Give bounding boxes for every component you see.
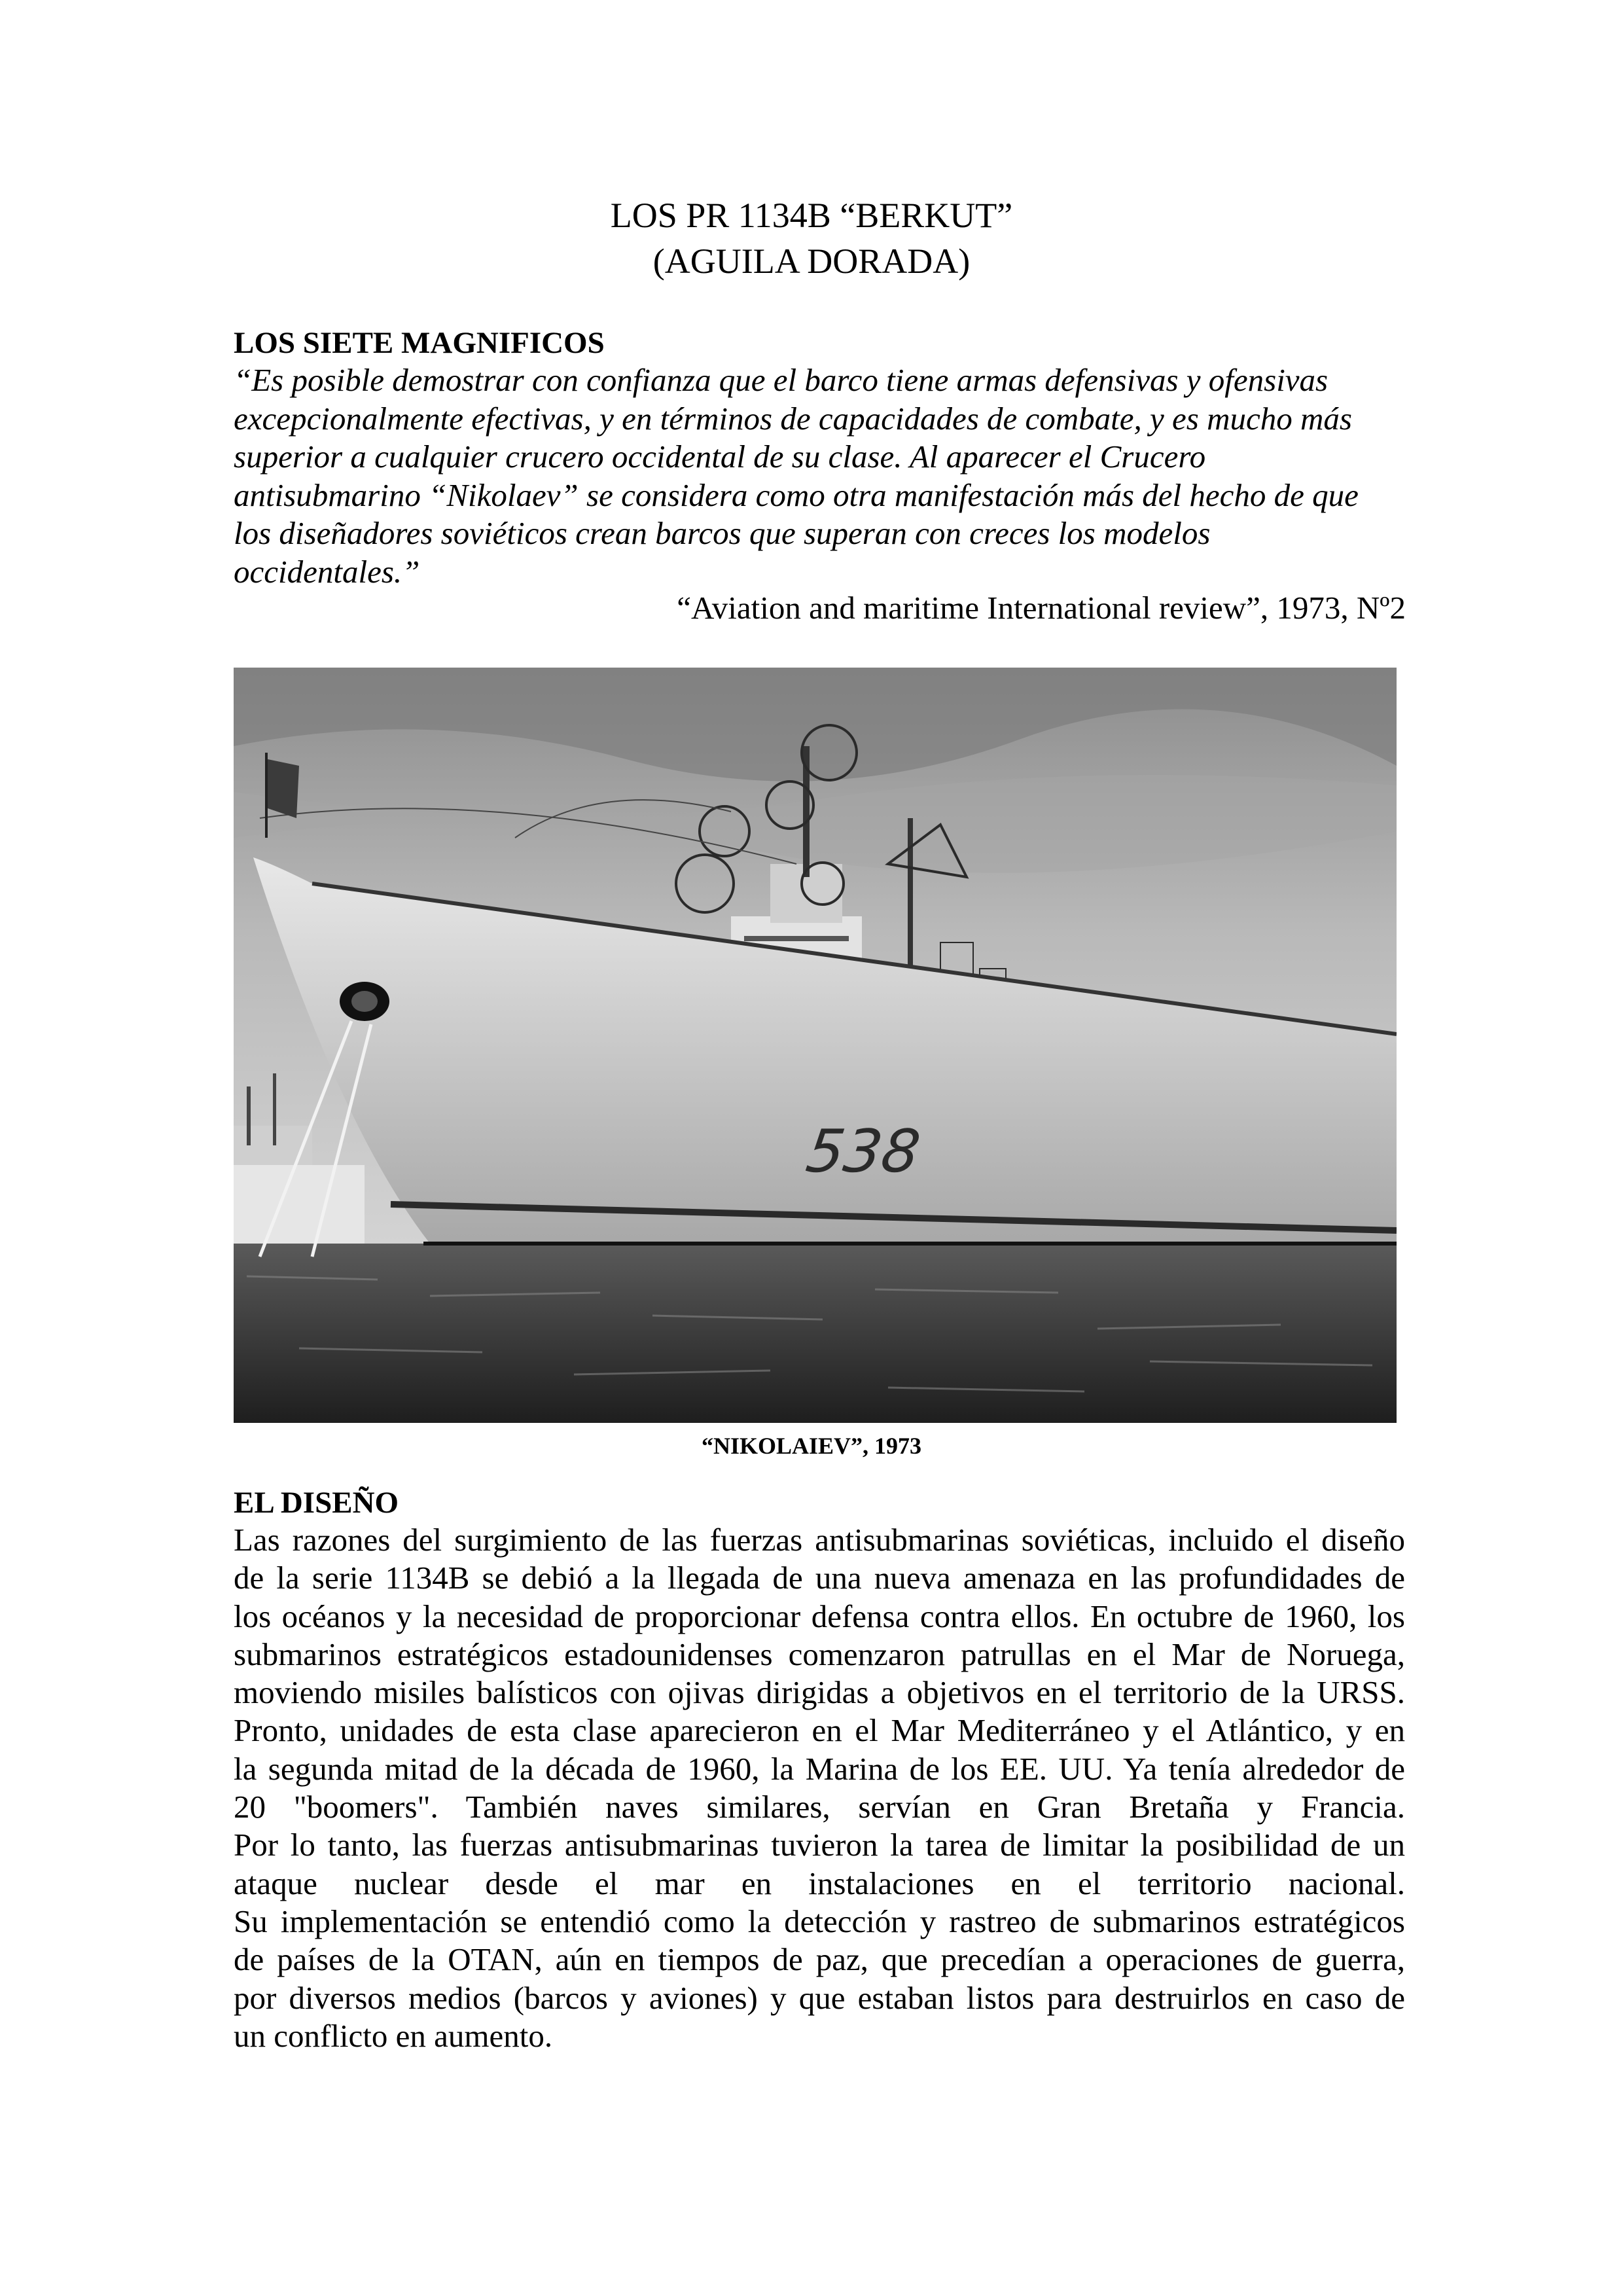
quote-line: “Es posible demostrar con confianza que el barco tiene armas defensivas y ofensivas	[234, 362, 1329, 398]
quote-line: occidentales.”	[234, 553, 420, 590]
paragraph-line: por diversos medios (barcos y aviones) y que estaban listos para destruirlos en caso de	[234, 1979, 1405, 2016]
paragraph-line: Por lo tanto, las fuerzas antisubmarinas tuvieron la tarea de limitar la posibilidad de un	[234, 1827, 1405, 1863]
ship-photograph	[234, 668, 1397, 1423]
paragraph-line: 20 "boomers". También naves similares, servían en Gran Bretaña y Francia.	[234, 1789, 1405, 1825]
hull-number: 538	[802, 1117, 925, 1186]
paragraph-line: Pronto, unidades de esta clase aparecieron en el Mar Mediterráneo y el Atlántico, y en	[234, 1712, 1405, 1749]
section-heading-siete-magnificos: LOS SIETE MAGNIFICOS	[234, 326, 605, 360]
paragraph-line: de la serie 1134B se debió a la llegada de una nueva amenaza en las profundidades de	[234, 1560, 1405, 1596]
paragraph-line: moviendo misiles balísticos con ojivas dirigidas a objetivos en el territorio de la URSS.	[234, 1674, 1405, 1711]
photo-caption: “NIKOLAIEV”, 1973	[701, 1433, 922, 1459]
ship-photo-illustration	[234, 668, 1397, 1423]
epigraph-quote	[234, 361, 1405, 591]
paragraph-line: submarinos estratégicos estadounidenses comenzaron patrullas en el Mar de Noruega,	[234, 1636, 1405, 1672]
paragraph-line: los océanos y la necesidad de proporcionar defensa contra ellos. En octubre de 1960, los	[234, 1598, 1405, 1634]
document-title-line-2: (AGUILA DORADA)	[652, 242, 971, 281]
paragraph-line: Su implementación se entendió como la detección y rastreo de submarinos estratégicos	[234, 1903, 1405, 1939]
quote-line: antisubmarino “Nikolaev” se considera como otra manifestación más del hecho de que	[234, 476, 1359, 513]
quote-line: excepcionalmente efectivas, y en términos de capacidades de combate, y es mucho más	[234, 400, 1352, 437]
quote-line: los diseñadores soviéticos crean barcos que superan con creces los modelos	[234, 515, 1211, 551]
paragraph-line: ataque nuclear desde el mar en instalaciones en el territorio nacional.	[234, 1865, 1405, 1901]
section-heading-el-diseno: EL DISEÑO	[234, 1486, 399, 1520]
paragraph-line: Las razones del surgimiento de las fuerzas antisubmarinas soviéticas, incluido el diseño	[234, 1522, 1405, 1558]
quote-line: superior a cualquier crucero occidental de su clase. Al aparecer el Crucero	[234, 439, 1206, 475]
document-title-line-1: LOS PR 1134B “BERKUT”	[610, 196, 1013, 235]
body-paragraph	[234, 1521, 1405, 2055]
paragraph-line: la segunda mitad de la década de 1960, la Marina de los EE. UU. Ya tenía alrededor de	[234, 1750, 1405, 1787]
paragraph-line: un conflicto en aumento.	[234, 2017, 553, 2054]
quote-citation: “Aviation and maritime International review”, 1973, Nº2	[677, 590, 1406, 626]
paragraph-line: de países de la OTAN, aún en tiempos de paz, que precedían a operaciones de guerra,	[234, 1941, 1405, 1978]
